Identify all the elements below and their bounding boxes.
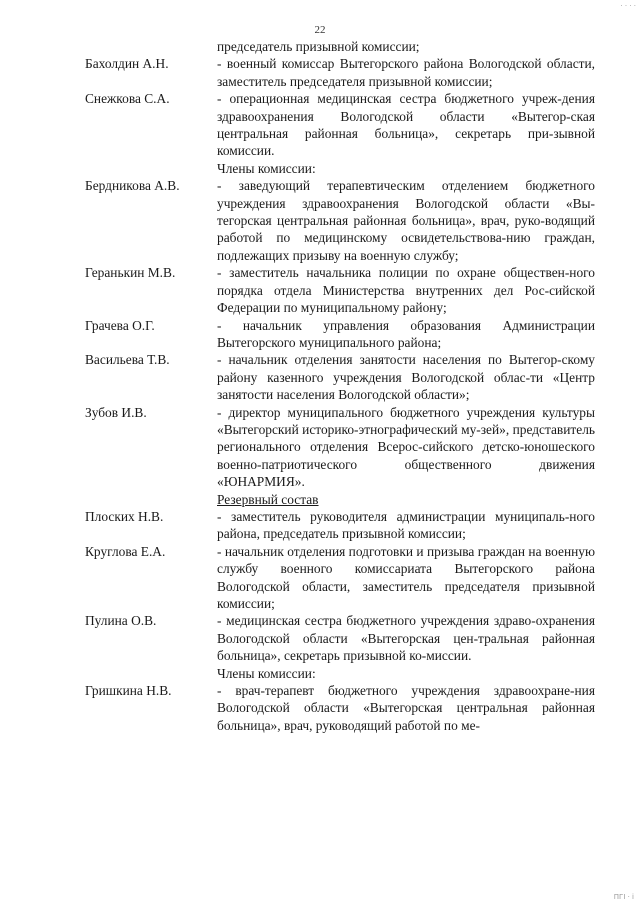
list-row: [85, 317, 595, 352]
member-name: Васильева Т.В.: [85, 352, 170, 368]
member-role: - медицинская сестра бюджетного учреждения здраво-охранения Вологодской области «Вытегорская цен-тральная районная больница», секретарь призывной ко-миссии.: [217, 613, 595, 664]
section-heading-text: Члены комиссии:: [217, 160, 316, 176]
section-heading-members: [85, 160, 595, 177]
member-name: Снежкова С.А.: [85, 91, 170, 107]
list-row: [85, 264, 595, 316]
member-role: - начальник отделения подготовки и призыва граждан на военную службу военного комиссариата Вытегорского района Вологодской области, заместитель председателя призывной комиссии;: [217, 543, 595, 611]
member-role: - начальник отделения занятости населения по Вытегор-скому району казенного учреждения Вологодской облас-ти «Центр занятости населения Вологодской области»;: [217, 352, 595, 403]
list-row: [85, 55, 595, 90]
list-row: [85, 543, 595, 613]
commission-list: [85, 38, 595, 734]
scan-mark-top-right: · · · ·: [620, 2, 636, 10]
member-role: - заместитель руководителя администрации муниципаль-ного района, председатель призывной комиссии;: [217, 508, 595, 542]
member-name: Круглова Е.А.: [85, 543, 166, 559]
member-role: председатель призывной комиссии;: [217, 39, 420, 54]
list-row: [85, 351, 595, 403]
member-role: - заведующий терапевтическим отделением бюджетного учреждения здравоохранения Вологодской области «Вы-тегорская центральная районная больница», врач, руко-водящий работой по медицинскому освидетельствова-нию граждан, подлежащих призыву на военную службу;: [217, 178, 595, 263]
list-row: [85, 404, 595, 491]
member-name: Бахолдин А.Н.: [85, 56, 169, 72]
member-role: - операционная медицинская сестра бюджетного учреж-дения здравоохранения Вологодской области «Вытегор-ская центральная районная больница», секретарь при-зывной комиссии.: [217, 91, 595, 159]
member-role: - заместитель начальника полиции по охране обществен-ного порядка отдела Министерства внутренних дел Рос-сийской Федерации по муниципальному району;: [217, 265, 595, 316]
member-name: Грачева О.Г.: [85, 317, 155, 333]
member-name: [85, 38, 217, 55]
list-row: [85, 38, 595, 55]
list-row: [85, 90, 595, 160]
member-name: Бердникова А.В.: [85, 178, 180, 194]
member-name: Плоских Н.В.: [85, 508, 164, 524]
member-name: Пулина О.В.: [85, 613, 157, 629]
section-heading-reserve: [85, 491, 595, 508]
scan-mark-bottom-right: ПГІ · і: [613, 893, 634, 901]
list-row: [85, 612, 595, 664]
member-role: - директор муниципального бюджетного учреждения культуры «Вытегорский историко-этнографический му-зей», представитель регионального отделения Всерос-сийского детско-юношеского военно-патриотического общественного движения «ЮНАРМИЯ».: [217, 404, 595, 490]
list-row: [85, 177, 595, 264]
member-name: Геранькин М.В.: [85, 265, 176, 281]
member-name: Гришкина Н.В.: [85, 683, 172, 699]
section-heading-members: [85, 665, 595, 682]
member-role: - начальник управления образования Администрации Вытегорского муниципального района;: [217, 317, 595, 350]
list-row: [85, 508, 595, 543]
list-row: [85, 682, 595, 734]
member-role: - военный комиссар Вытегорского района Вологодской области, заместитель председателя призывной комиссии;: [217, 56, 595, 89]
member-role: - врач-терапевт бюджетного учреждения здравоохране-ния Вологодской области «Вытегорская центральная районная больница», врач, руководящий работой по ме-: [217, 683, 595, 733]
section-heading-text: Члены комиссии:: [217, 665, 316, 681]
page-number: 22: [314, 24, 326, 36]
section-heading-text: Резервный состав: [217, 491, 319, 507]
member-name: Зубов И.В.: [85, 404, 147, 420]
